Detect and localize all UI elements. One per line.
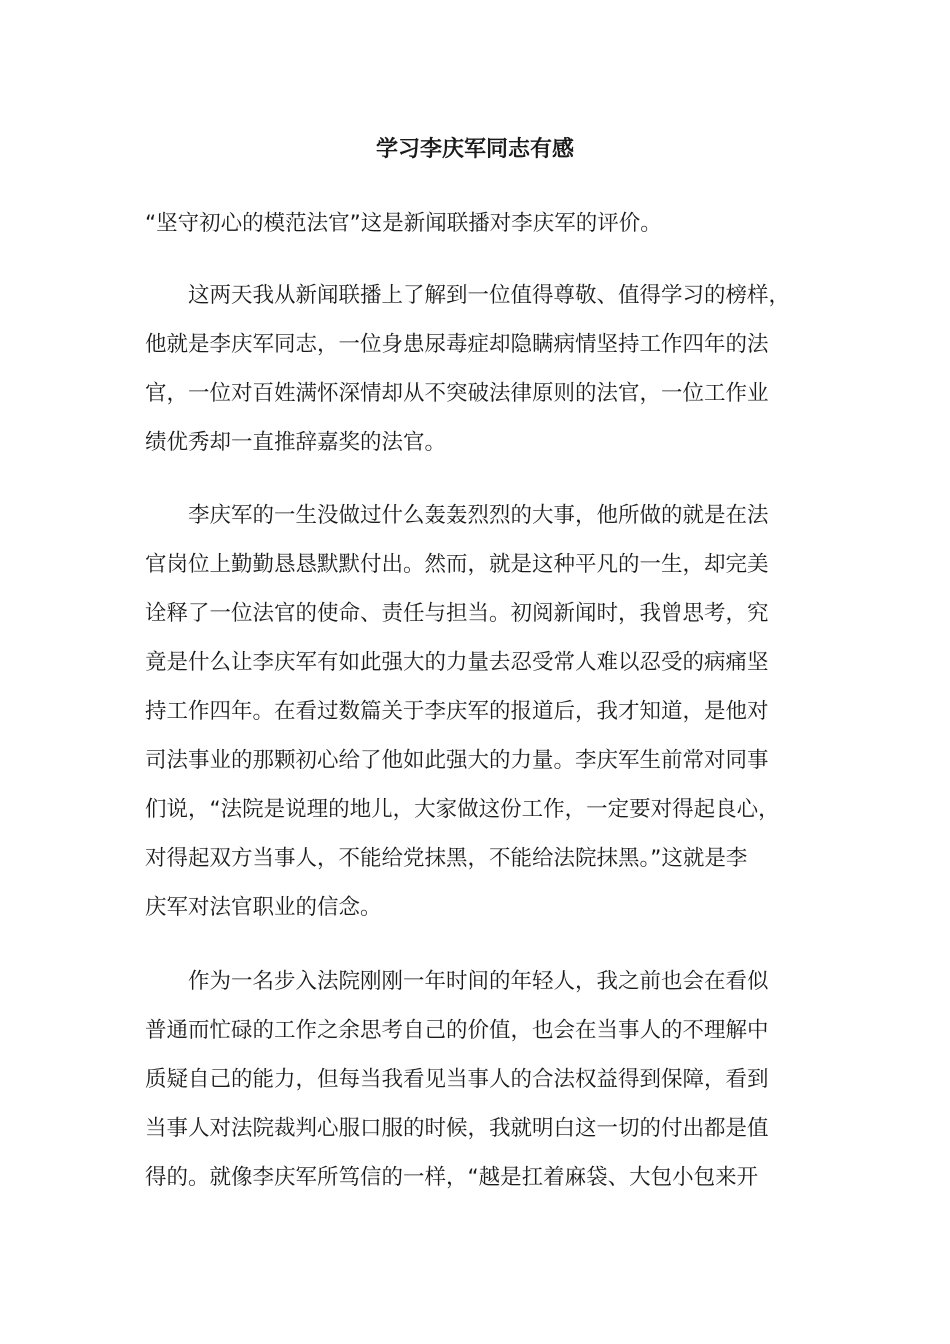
paragraph-line: 这两天我从新闻联播上了解到一位值得尊敬、值得学习的榜样， <box>145 283 791 308</box>
paragraph-line: 得的。就像李庆军所笃信的一样，“越是扛着麻袋、大包小包来开 <box>145 1165 759 1190</box>
paragraph-line: 作为一名步入法院刚刚一年时间的年轻人，我之前也会在看似 <box>145 969 769 994</box>
paragraph-line: 司法事业的那颗初心给了他如此强大的力量。李庆军生前常对同事 <box>145 748 769 773</box>
paragraph-line: 们说，“法院是说理的地儿，大家做这份工作，一定要对得起良心， <box>145 797 780 822</box>
paragraph-line: 官，一位对百姓满怀深情却从不突破法律原则的法官，一位工作业 <box>145 381 769 406</box>
paragraph-line: 普通而忙碌的工作之余思考自己的价值，也会在当事人的不理解中 <box>145 1018 769 1043</box>
paragraph-line: 李庆军的一生没做过什么轰轰烈烈的大事，他所做的就是在法 <box>145 503 769 528</box>
paragraph-line: 官岗位上勤勤恳恳默默付出。然而，就是这种平凡的一生，却完美 <box>145 552 769 577</box>
paragraph-line: 庆军对法官职业的信念。 <box>145 895 382 920</box>
paragraph-line: 竟是什么让李庆军有如此强大的力量去忍受常人难以忍受的病痛坚 <box>145 650 769 675</box>
paragraph-line: “坚守初心的模范法官”这是新闻联播对李庆军的评价。 <box>145 211 662 236</box>
paragraph-line: 他就是李庆军同志，一位身患尿毒症却隐瞒病情坚持工作四年的法 <box>145 332 769 357</box>
paragraph-line: 质疑自己的能力，但每当我看见当事人的合法权益得到保障，看到 <box>145 1067 769 1092</box>
paragraph-line: 对得起双方当事人，不能给党抹黑，不能给法院抹黑。”这就是李 <box>145 846 748 871</box>
paragraph-line: 绩优秀却一直推辞嘉奖的法官。 <box>145 430 447 455</box>
paragraph-line: 当事人对法院裁判心服口服的时候，我就明白这一切的付出都是值 <box>145 1116 769 1141</box>
document-title: 学习李庆军同志有感 <box>375 137 574 162</box>
paragraph-line: 诠释了一位法官的使命、责任与担当。初阅新闻时，我曾思考，究 <box>145 601 769 626</box>
paragraph-line: 持工作四年。在看过数篇关于李庆军的报道后，我才知道，是他对 <box>145 699 769 724</box>
